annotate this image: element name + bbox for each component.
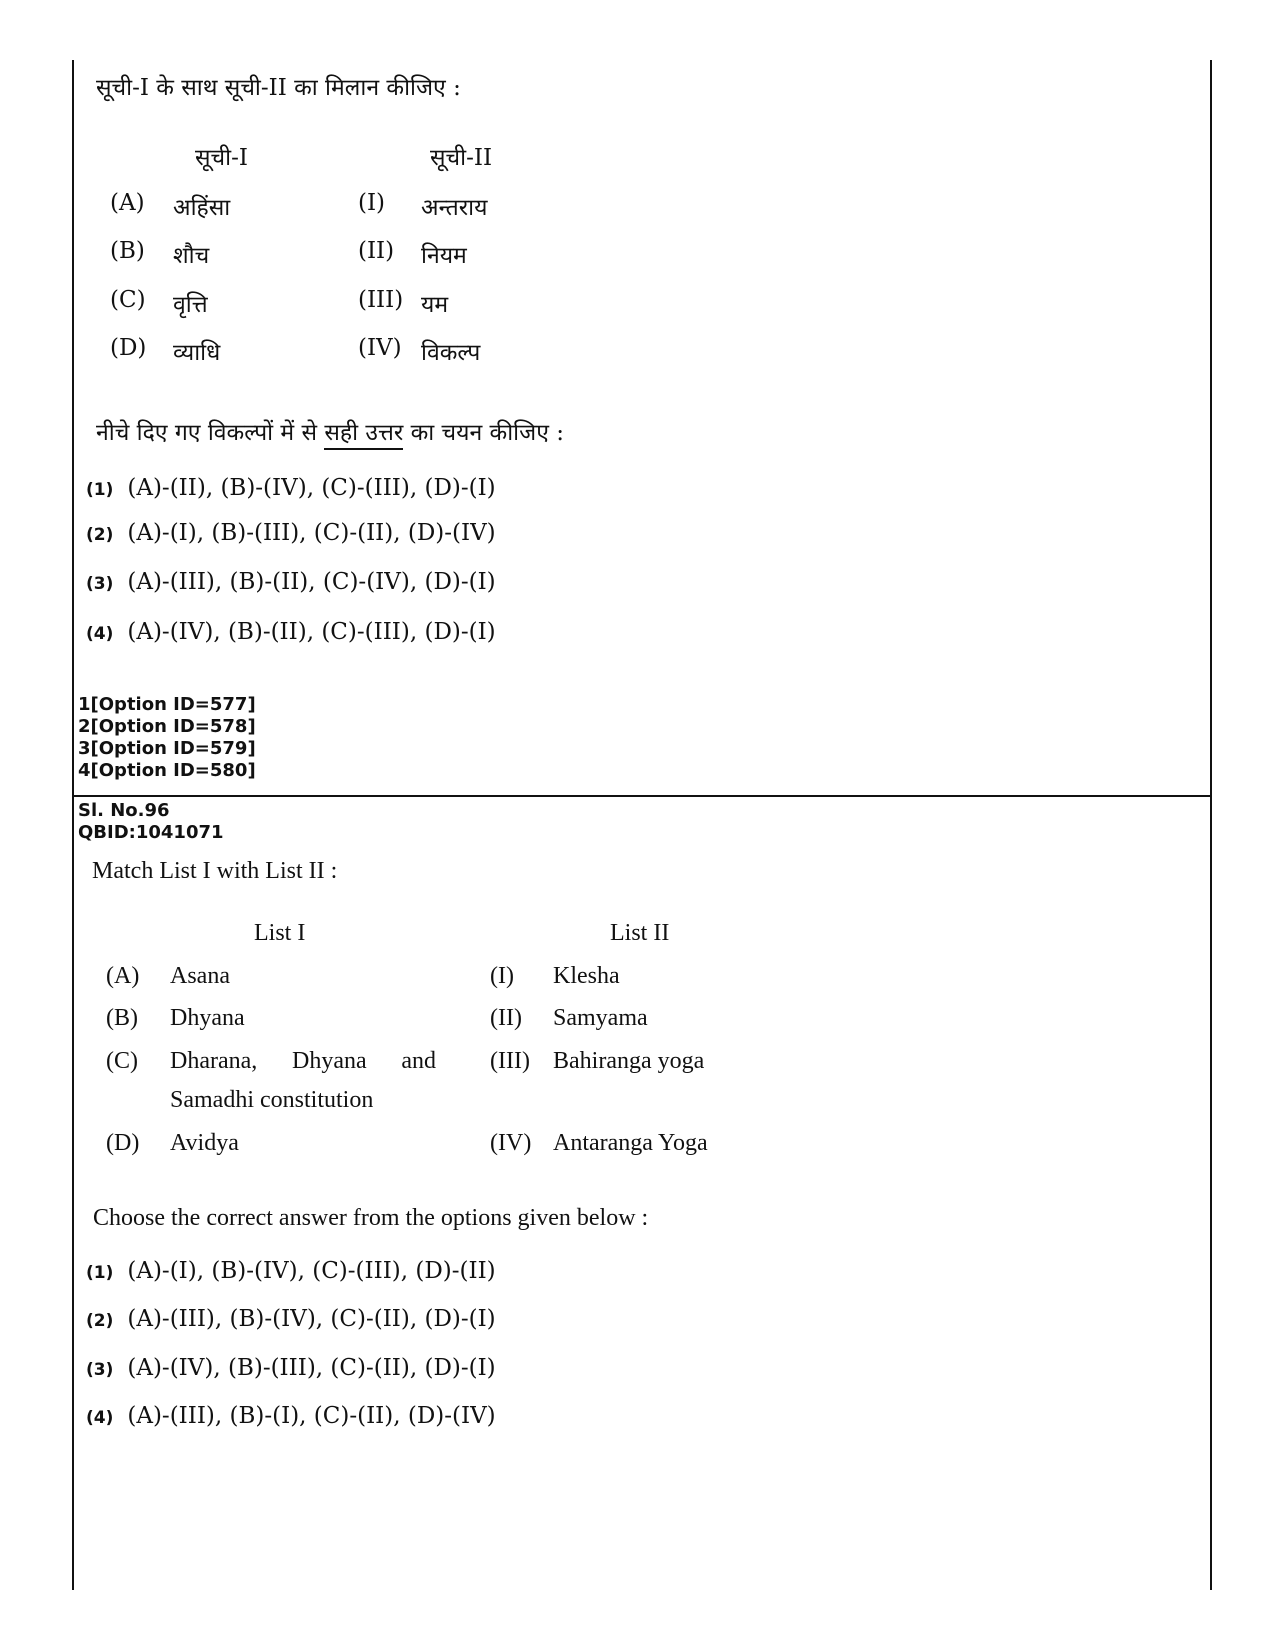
row-value: शौच (173, 243, 210, 269)
option-id-list (78, 694, 256, 782)
option-text: (A)-(I), (B)-(III), (C)-(II), (D)-(IV) (127, 520, 496, 546)
option-id: 2[Option ID=578] (78, 716, 256, 737)
option-id: 1[Option ID=577] (78, 694, 256, 715)
option-item[interactable] (86, 619, 496, 645)
row-value-continuation: Samadhi constitution (170, 1087, 374, 1113)
option-number: (1) (86, 1263, 114, 1283)
option-item[interactable] (86, 569, 496, 595)
option-number: (4) (86, 624, 114, 644)
option-number: (3) (86, 574, 114, 594)
option-item[interactable] (86, 520, 496, 546)
row-value: Bahiranga yoga (553, 1048, 705, 1074)
option-item[interactable] (86, 475, 496, 501)
option-number: (2) (86, 525, 114, 545)
question-prompt: Match List I with List II : (92, 858, 338, 884)
row-value: विकल्प (421, 340, 481, 366)
instruction: Choose the correct answer from the options given below : (93, 1205, 649, 1231)
serial-number: Sl. No.96 (78, 800, 170, 821)
row-key: (IV) (358, 335, 402, 361)
option-text: (A)-(III), (B)-(II), (C)-(IV), (D)-(I) (127, 569, 496, 595)
row-value: अन्तराय (421, 195, 488, 221)
option-text: (A)-(IV), (B)-(II), (C)-(III), (D)-(I) (127, 619, 496, 645)
option-item[interactable] (86, 1258, 496, 1284)
option-number: (4) (86, 1408, 114, 1428)
row-key: (B) (106, 1005, 138, 1031)
row-key: (III) (490, 1048, 530, 1074)
row-key: (D) (110, 335, 147, 361)
option-text: (A)-(III), (B)-(I), (C)-(II), (D)-(IV) (127, 1403, 496, 1429)
option-text: (A)-(II), (B)-(IV), (C)-(III), (D)-(I) (127, 475, 496, 501)
row-key: (IV) (490, 1130, 532, 1156)
list2-header: List II (610, 920, 670, 946)
row-value: Antaranga Yoga (553, 1130, 708, 1156)
row-key: (III) (358, 287, 404, 313)
question-divider (72, 795, 1212, 797)
instruction-post: का चयन कीजिए : (410, 420, 564, 446)
option-id: 3[Option ID=579] (78, 738, 256, 759)
page-border-left (72, 60, 74, 1590)
option-number: (1) (86, 480, 114, 500)
option-text: (A)-(I), (B)-(IV), (C)-(III), (D)-(II) (127, 1258, 496, 1284)
row-value: यम (421, 292, 449, 318)
option-text: (A)-(III), (B)-(IV), (C)-(II), (D)-(I) (127, 1306, 496, 1332)
instruction-underlined: सही उत्तर (324, 420, 403, 450)
row-key: (I) (358, 190, 386, 216)
row-key: (B) (110, 238, 145, 264)
instruction-hindi (96, 415, 564, 447)
question-meta (78, 800, 224, 844)
row-value: व्याधि (173, 340, 221, 366)
option-item[interactable] (86, 1355, 496, 1381)
row-value: Dhyana (170, 1005, 245, 1031)
row-value: Dharana, Dhyana and (170, 1048, 436, 1074)
row-key: (II) (358, 238, 395, 264)
row-value: Samyama (553, 1005, 648, 1031)
page-border-right (1210, 60, 1212, 1590)
row-key: (I) (490, 963, 514, 989)
row-value: Asana (170, 963, 230, 989)
list1-header-hindi: सूची-I (195, 145, 248, 171)
row-key: (D) (106, 1130, 140, 1156)
row-key: (C) (106, 1048, 138, 1074)
row-key: (A) (106, 963, 140, 989)
option-id: 4[Option ID=580] (78, 760, 256, 781)
list1-header: List I (254, 920, 306, 946)
option-text: (A)-(IV), (B)-(III), (C)-(II), (D)-(I) (127, 1355, 496, 1381)
instruction-pre: नीचे दिए गए विकल्पों में से (96, 420, 318, 446)
question-prompt-hindi: सूची-I के साथ सूची-II का मिलान कीजिए : (96, 75, 461, 101)
row-key: (C) (110, 287, 146, 313)
option-number: (3) (86, 1360, 114, 1380)
qbid: QBID:1041071 (78, 822, 224, 843)
row-key: (II) (490, 1005, 522, 1031)
list2-header-hindi: सूची-II (430, 145, 493, 171)
row-value: नियम (421, 243, 467, 269)
row-value: वृत्ति (173, 292, 208, 318)
row-value: अहिंसा (173, 195, 231, 221)
row-value: Avidya (170, 1130, 239, 1156)
row-key: (A) (110, 190, 145, 216)
option-number: (2) (86, 1311, 114, 1331)
option-item[interactable] (86, 1403, 496, 1429)
option-item[interactable] (86, 1306, 496, 1332)
row-value: Klesha (553, 963, 620, 989)
